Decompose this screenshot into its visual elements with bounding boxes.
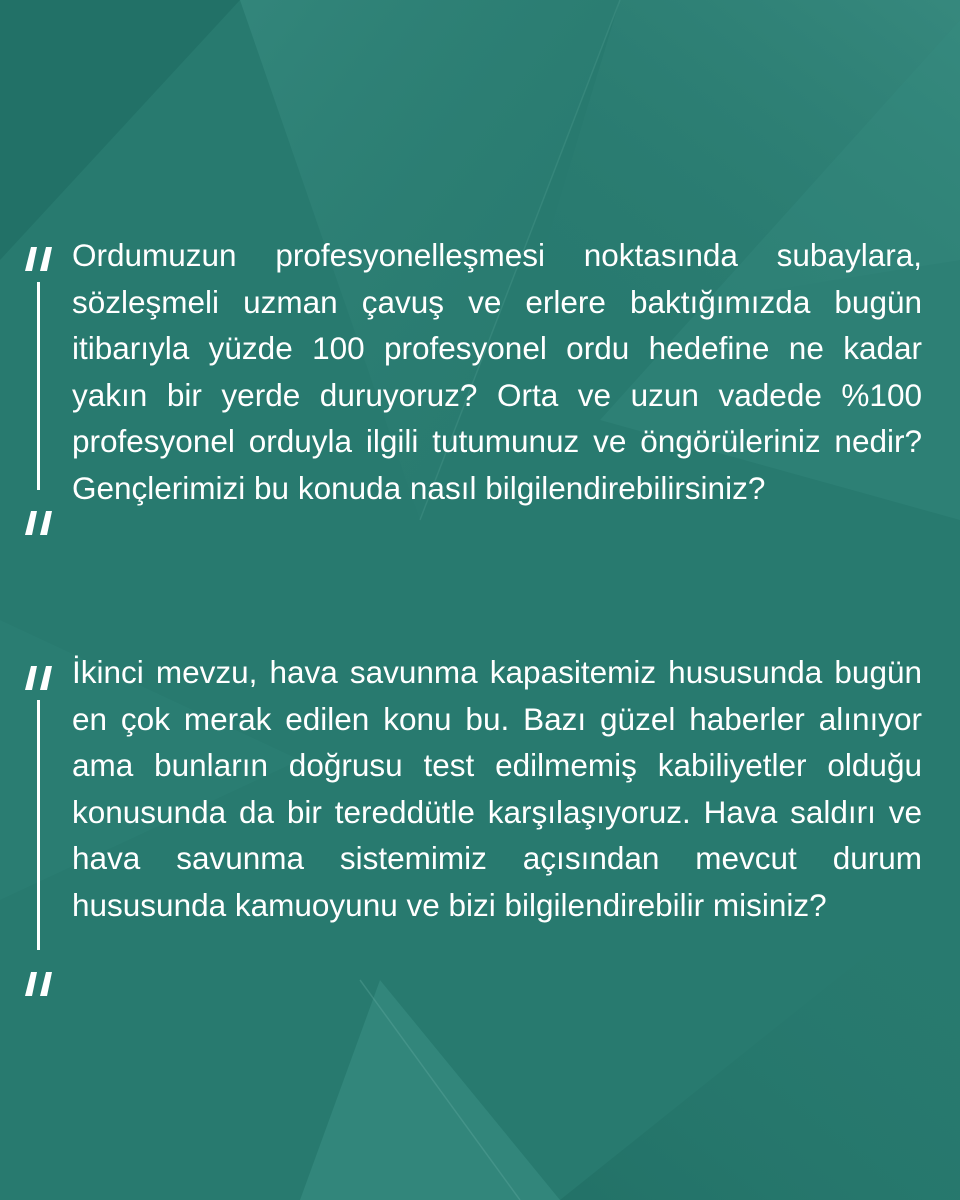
open-quote-icon <box>22 244 56 274</box>
quote-divider-line <box>37 282 40 490</box>
open-quote-icon <box>22 663 56 693</box>
quote-divider-line <box>37 700 40 950</box>
close-quote-icon <box>22 508 56 538</box>
close-quote-icon <box>22 969 56 999</box>
quote-text-2: İkinci mevzu, hava savunma kapasitemiz hususunda bugün en çok merak edilen konu bu. Bazı güzel haberler alınıyor ama bunların doğrusu test edilmemiş kabiliyetler olduğu konusunda da bir tereddütle karşılaşıyoruz. Hava saldırı ve hava savunma sistemimiz açısından mevcut durum hususunda kamuoyunu ve bizi bilgilendirebilir misiniz? <box>72 654 922 923</box>
quote-text-1: Ordumuzun profesyonelleşmesi noktasında subaylara, sözleşmeli uzman çavuş ve erlere baktığımızda bugün itibarıyla yüzde 100 profesyonel ordu hedefine ne kadar yakın bir yerde duruyoruz? Orta ve uzun vadede %100 profesyonel orduyla ilgili tutumunuz ve öngörüleriniz nedir? Gençlerimizi bu konuda nasıl bilgilendirebilirsiniz? <box>72 237 922 506</box>
